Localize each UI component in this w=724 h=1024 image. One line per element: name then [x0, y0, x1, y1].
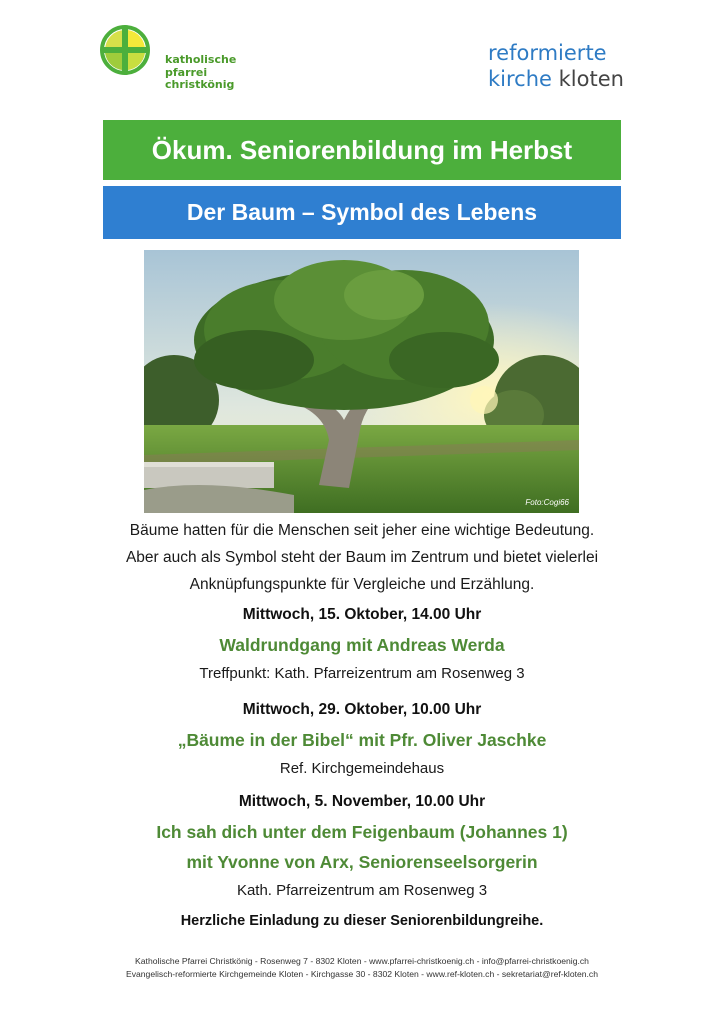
event-date: Mittwoch, 29. Oktober, 10.00 Uhr: [242, 701, 482, 718]
kath-logo-line: pfarrei: [165, 65, 208, 79]
ref-logo-word: kirche: [488, 67, 552, 91]
event-date: Mittwoch, 5. November, 10.00 Uhr: [238, 793, 486, 810]
fig-tree-photo: [144, 250, 579, 513]
intro-line: Bäume hatten für die Menschen seit jeher eine wichtige Bedeutung.: [129, 522, 595, 539]
closing-invitation: Herzliche Einladung zu dieser Seniorenbildungreihe.: [180, 913, 544, 929]
kath-pfarrei-logo: [99, 24, 239, 94]
kath-logo-line: christkönig: [165, 78, 235, 91]
main-title-banner: Ökum. Seniorenbildung im Herbst: [103, 120, 621, 180]
event-title-line: mit Yvonne von Arx, Seniorenseelsorgerin: [186, 852, 538, 872]
footer: [60, 955, 664, 981]
event-date: Mittwoch, 15. Oktober, 14.00 Uhr: [242, 606, 482, 623]
intro-line: Anknüpfungspunkte für Vergleiche und Erzählung.: [189, 576, 535, 593]
event-location: Ref. Kirchgemeindehaus: [279, 760, 445, 777]
event-location: Kath. Pfarreizentrum am Rosenweg 3: [236, 882, 488, 899]
fig-tree-illustration: [144, 250, 579, 513]
footer-line-kath: Katholische Pfarrei Christkönig - Rosenweg 7 - 8302 Kloten - www.pfarrei-christkoenig.ch - info@pfarrei-christkoenig.ch: [135, 956, 589, 966]
ref-logo-word: kloten: [558, 67, 624, 91]
subtitle-banner: Der Baum – Symbol des Lebens: [103, 186, 621, 239]
event-3: [60, 792, 664, 901]
intro-text: [80, 517, 644, 598]
event-title: Waldrundgang mit Andreas Werda: [219, 635, 505, 655]
cross-circle-icon: [99, 24, 155, 80]
kath-logo-line: katholische: [165, 53, 237, 66]
ref-logo-word: reformierte: [488, 41, 607, 65]
event-title-line: Ich sah dich unter dem Feigenbaum (Johannes 1): [156, 822, 568, 842]
footer-line-ref: Evangelisch-reformierte Kirchgemeinde Kloten - Kirchgasse 30 - 8302 Kloten - www.ref-kloten.ch - sekretariat@ref-kloten.ch: [125, 969, 599, 979]
event-title: „Bäume in der Bibel“ mit Pfr. Oliver Jaschke: [177, 730, 547, 750]
kath-logo-text: [165, 54, 236, 92]
intro-line: Aber auch als Symbol steht der Baum im Zentrum und bietet vielerlei: [125, 549, 599, 566]
event-2: [60, 700, 664, 779]
photo-credit: Foto:Cogi66: [525, 498, 569, 507]
event-1: [60, 605, 664, 684]
event-location: Treffpunkt: Kath. Pfarreizentrum am Rosenweg 3: [199, 665, 525, 682]
ref-kirche-logo: [488, 40, 624, 92]
